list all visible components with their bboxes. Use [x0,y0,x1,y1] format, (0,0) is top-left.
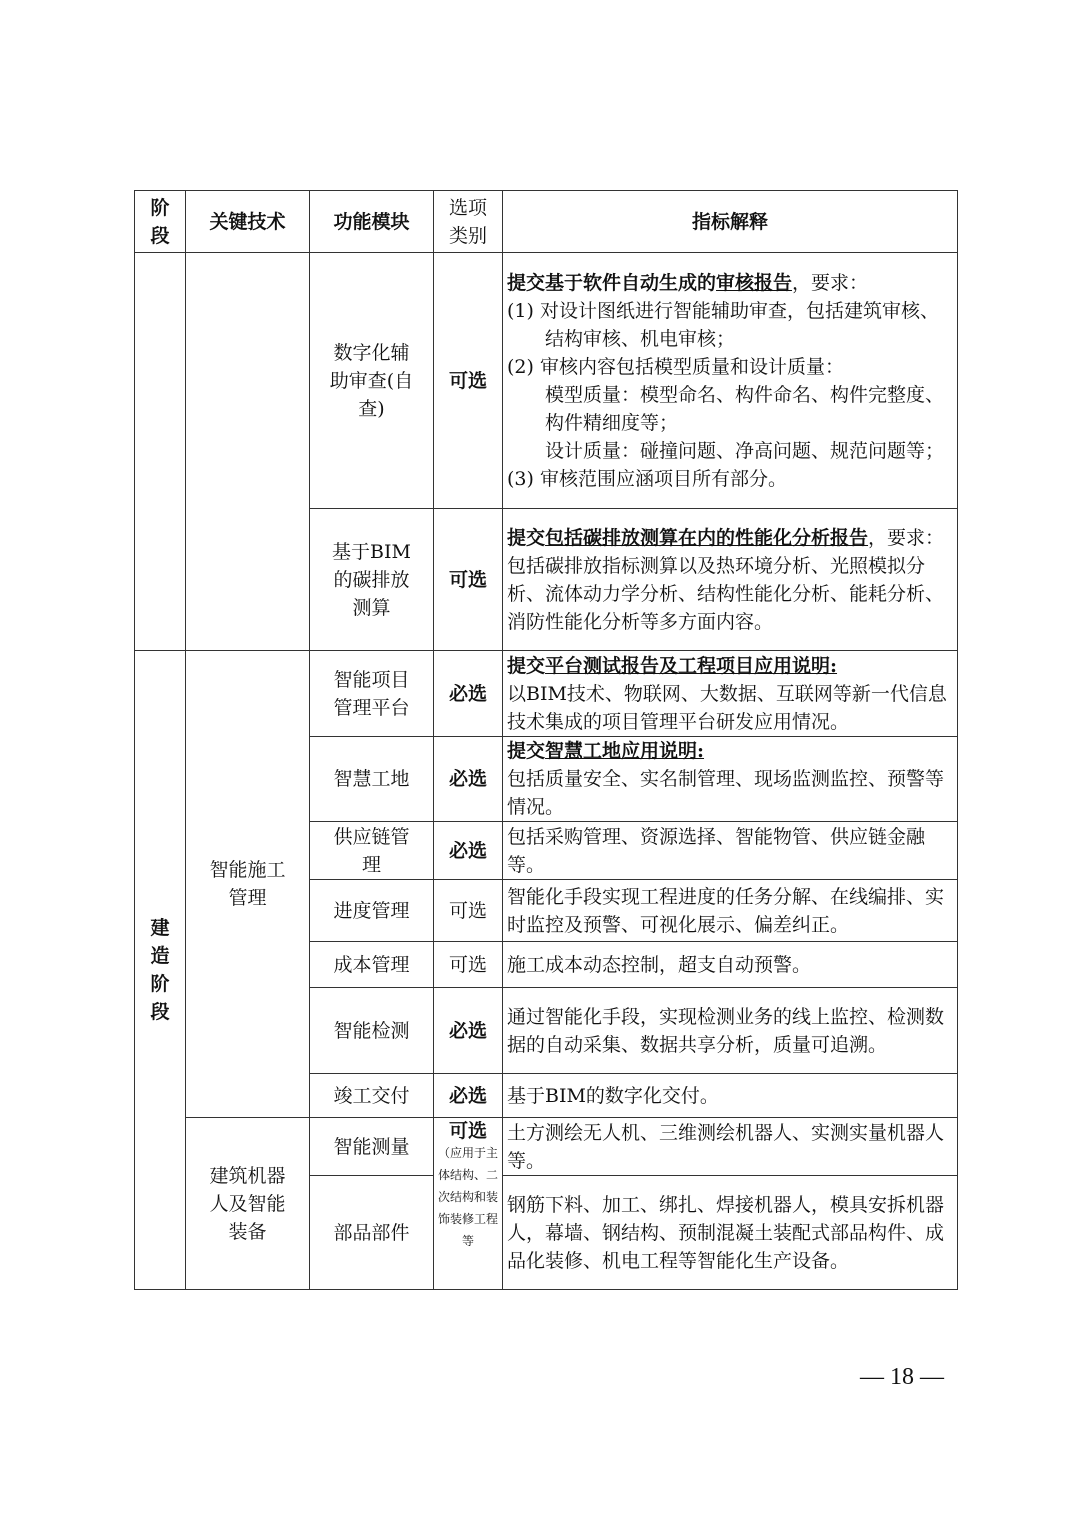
explain-cell: 提交包括碳排放测算在内的性能化分析报告，要求： 包括碳排放指标测算以及热环境分析、光照模拟分析、流体动力学分析、结构性能化分析、能耗分析、消防性能化分析等多方面内容。 [503,509,958,651]
option-cell: 可选 [434,880,503,942]
stage-cell: 建造阶段 [135,651,186,1290]
explain-cell: 包括采购管理、资源选择、智能物管、供应链金融等。 [503,822,958,880]
module-cell: 智能测量 [310,1118,434,1176]
module-cell: 竣工交付 [310,1074,434,1118]
option-cell: 必选 [434,651,503,737]
header-tech: 关键技术 [186,191,310,253]
module-cell: 部品部件 [310,1176,434,1290]
table-row [135,253,958,509]
module-cell: 智能项目管理平台 [310,651,434,737]
table-row [135,651,958,737]
option-cell: 可选 [434,253,503,509]
explain-cell: 智能化手段实现工程进度的任务分解、在线编排、实时监控及预警、可视化展示、偏差纠正。 [503,880,958,942]
page-number: — 18 — [860,1364,944,1390]
tech-cell-empty [186,253,310,651]
header-module: 功能模块 [310,191,434,253]
option-cell: 必选 [434,1074,503,1118]
explain-cell: 土方测绘无人机、三维测绘机器人、实测实量机器人等。 [503,1118,958,1176]
module-cell: 成本管理 [310,942,434,988]
module-cell: 进度管理 [310,880,434,942]
explain-cell: 提交智慧工地应用说明: 包括质量安全、实名制管理、现场监测监控、预警等情况。 [503,737,958,822]
list-item: (2) 审核内容包括模型质量和设计质量： [507,355,844,378]
option-cell: 可选 [434,509,503,651]
option-cell: 必选 [434,737,503,822]
header-option: 选项类别 [434,191,503,253]
tech-cell: 智能施工管理 [186,651,310,1118]
list-item: 设计质量：碰撞问题、净高问题、规范问题等； [545,439,945,462]
module-cell: 供应链管理 [310,822,434,880]
header-row [135,191,958,253]
option-cell: 可选 [434,942,503,988]
explain-cell: 提交平台测试报告及工程项目应用说明: 以BIM技术、物联网、大数据、互联网等新一代信息技术集成的项目管理平台研发应用情况。 [503,651,958,737]
list-item: (3) 审核范围应涵项目所有部分。 [507,467,787,490]
option-cell: 可选 （应用于主体结构、二次结构和装饰装修工程等 [434,1118,503,1290]
explain-cell: 基于BIM的数字化交付。 [503,1074,958,1118]
module-cell: 数字化辅助审查(自查) [310,253,434,509]
list-item: 模型质量：模型命名、构件命名、构件完整度、构件精细度等； [545,383,945,434]
module-cell: 智能检测 [310,988,434,1074]
index-table [134,190,958,1290]
module-cell: 基于BIM的碳排放测算 [310,509,434,651]
explain-cell: 通过智能化手段，实现检测业务的线上监控、检测数据的自动采集、数据共享分析，质量可追溯。 [503,988,958,1074]
option-cell: 必选 [434,988,503,1074]
tech-cell: 建筑机器人及智能装备 [186,1118,310,1290]
header-stage: 阶段 [135,191,186,253]
explain-cell: 钢筋下料、加工、绑扎、焊接机器人，模具安拆机器人，幕墙、钢结构、预制混凝土装配式部品构件、成品化装修、机电工程等智能化生产设备。 [503,1176,958,1290]
table-row [135,1118,958,1176]
stage-cell-empty [135,253,186,651]
option-cell: 必选 [434,822,503,880]
module-cell: 智慧工地 [310,737,434,822]
list-item: (1) 对设计图纸进行智能辅助审查，包括建筑审核、结构审核、机电审核； [507,299,939,350]
explain-cell: 提交基于软件自动生成的审核报告，要求： (1) 对设计图纸进行智能辅助审查，包括建筑审核、结构审核、机电审核； (2) 审核内容包括模型质量和设计质量： 模型质量：模型命名、构件命名、构件完整度、构件精细度等； 设计质量：碰撞问题、净高问题、规范问题等； (3) 审核范围应涵项目所有部分。 [503,253,958,509]
header-explain: 指标解释 [503,191,958,253]
explain-cell: 施工成本动态控制，超支自动预警。 [503,942,958,988]
